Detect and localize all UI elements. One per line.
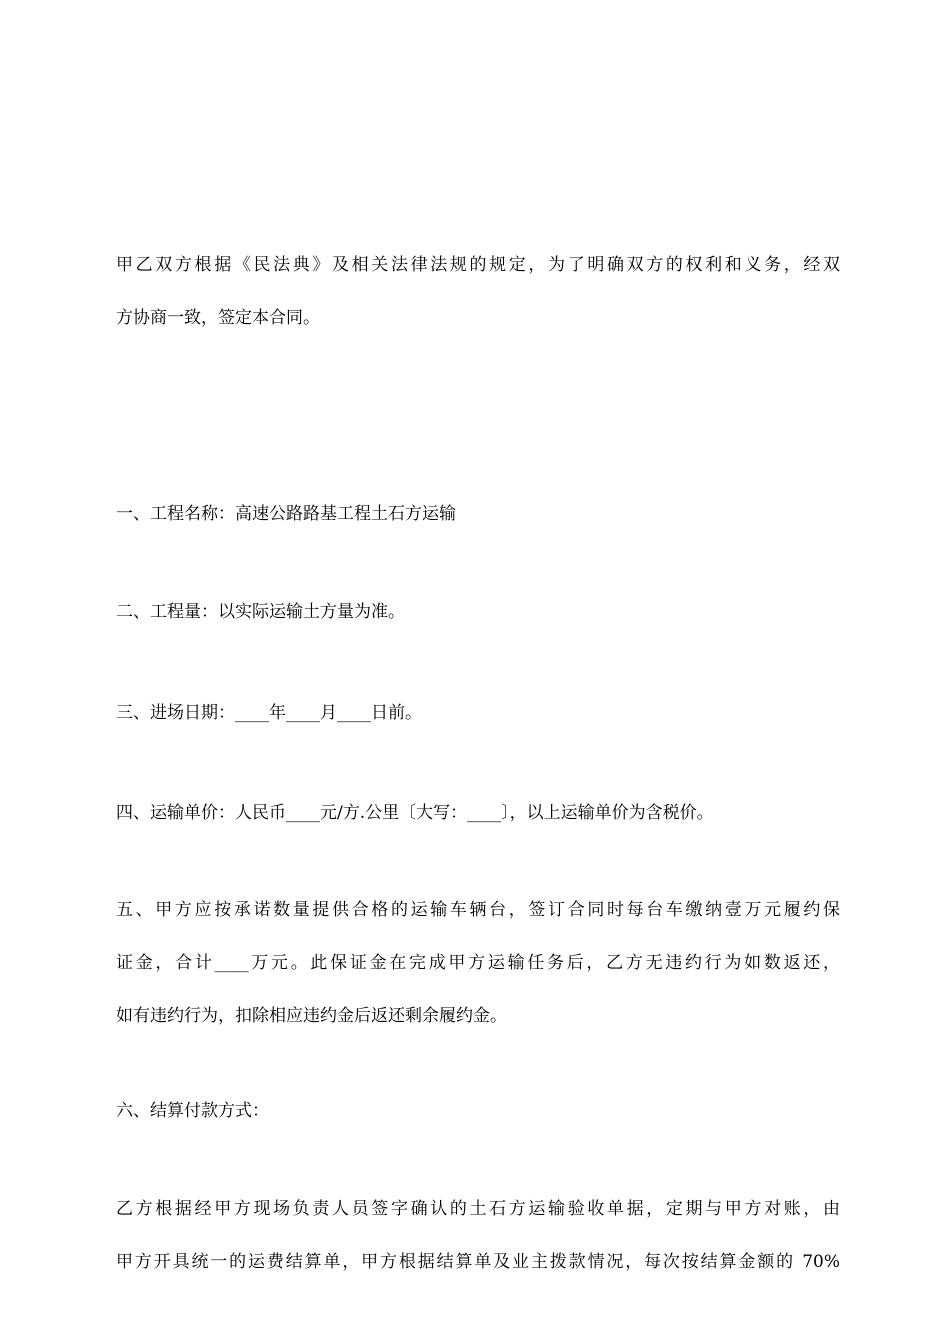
preamble-paragraph — [116, 239, 840, 345]
clause-5-deposit — [116, 884, 840, 1043]
clause-6-body-line-2: 甲方开具统一的运费结算单，甲方根据结算单及业主拨款情况，每次按结算金额的 70% — [116, 1252, 840, 1272]
clause-5-line-1: 五、甲方应按承诺数量提供合格的运输车辆台，签订合同时每台车缴纳壹万元履约保 — [116, 900, 840, 920]
clause-6-text: 六、结算付款方式： — [116, 1101, 269, 1121]
clause-2-text: 二、工程量：以实际运输土方量为准。 — [116, 602, 405, 622]
clause-1-text: 一、工程名称：高速公路路基工程土石方运输 — [116, 504, 456, 524]
clause-6-heading — [116, 1085, 840, 1138]
preamble-line-1: 甲乙双方根据《民法典》及相关法律法规的规定，为了明确双方的权利和义务，经双 — [116, 255, 840, 275]
clause-5-line-3: 如有违约行为，扣除相应违约金后返还剩余履约金。 — [116, 1006, 507, 1026]
clause-4-unit-price — [116, 787, 840, 840]
clause-5-line-2: 证金，合计____万元。此保证金在完成甲方运输任务后，乙方无违约行为如数返还， — [116, 953, 840, 973]
preamble-line-2: 方协商一致，签定本合同。 — [116, 308, 320, 328]
clause-3-entry-date — [116, 687, 840, 740]
clause-2-quantity — [116, 586, 840, 639]
clause-4-text: 四、运输单价：人民币____元/方.公里〔大写：____〕，以上运输单价为含税价。 — [116, 803, 714, 823]
clause-6-body-line-1: 乙方根据经甲方现场负责人员签字确认的土石方运输验收单据，定期与甲方对账，由 — [116, 1199, 840, 1219]
clause-6-body — [116, 1183, 840, 1289]
clause-1-project-name — [116, 488, 840, 541]
clause-3-text: 三、进场日期：____年____月____日前。 — [116, 703, 422, 723]
